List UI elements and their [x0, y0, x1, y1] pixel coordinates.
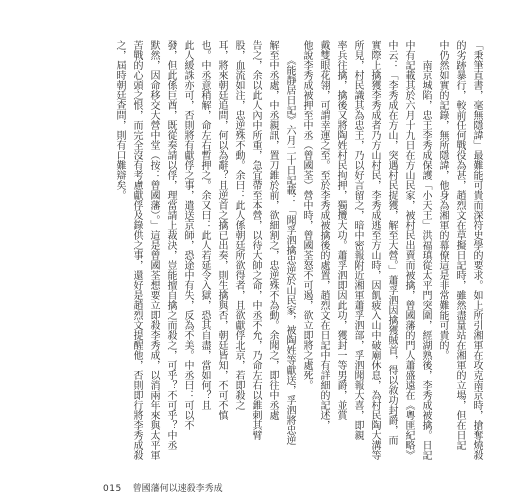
body-text — [111, 40, 485, 462]
text-column: 南京城陷，忠王李秀成保護「小天王」洪福瑱從太平門突圍，經湖熟後，李秀成被擒。日記 — [420, 40, 431, 460]
text-column: 《能靜居日記》六月二十日記載：「聞孚泗擒忠逆於山民家，被陶姓等獻送，孚泗將忠逆 — [284, 40, 295, 445]
text-column: 中云：「李秀成在方山，突遇村民捉獲，解至大營。」蕭孚泗因擒獲賊首，得以敘功封爵，而 — [386, 40, 397, 445]
text-column: 苦戰的心頭之恨，而完全沒有考慮獻俘及錄供之事，還好是趙烈文提醒他，否則即行將李秀成殺 — [131, 40, 142, 460]
text-column: 中有記載其於六月十九日在方山民家，被村民出賣而被擒，曾國藩的門人蕭盛遠在《粵匪紀略》 — [403, 40, 414, 460]
page-number: 015 — [103, 484, 122, 494]
text-column: 他說李秀成被押至中丞（曾國荃）營中時，曾國荃怒不可遏，欲立即將之處死。 — [301, 40, 312, 390]
text-column: 股，血流如注，忠逆殊不動。余曰：此人係朝廷所欲得者，且欲獻俘北京，若即殺之 — [233, 40, 244, 410]
page-footer — [103, 481, 223, 494]
text-column: 耳，將來朝廷追問，何以為辭？且逆首之擒已出奏，則生擒與否，朝廷皆知，不可不慎 — [216, 40, 227, 420]
text-column: 告之，余以此人內中所重，急宜帶至本營，以待大帥之命，中丞不允，乃命左右以錐刺其臂 — [250, 40, 261, 440]
text-column: 此人緩誅亦可，否則將有獻俘之事，遣送京師，恐途中有失，反為不美。中丞曰：可以不 — [182, 40, 193, 430]
text-column: 之，屆時朝廷查問，則有口難辯矣。 — [114, 40, 125, 200]
text-column: 率兵往擒，擒後又將陶姓村民拘押，獨攬大功。蕭孚泗即因此功，獲封一等男爵，並賞 — [335, 40, 346, 420]
text-column: 發，但此係巨酋，既從奏請以俘，理當請上裁決，豈能擅自擒之而殺之，可乎？不可乎？中丞 — [165, 40, 176, 450]
text-column: 所見，村民識其為忠王，乃以好言留之，暗中密報附近湘軍蕭孚泗部，孚泗聞報大喜，即親 — [352, 40, 363, 440]
text-column: 中仍然如實的記錄，無所隱諱，他身為湘軍的幕僚這是非常難能可貴的。 — [437, 40, 448, 360]
text-column: 解至中丞處，中丞親訊，置刀錐於前，欲細割之，忠逆殊不為動。余聞之，即往中丞處 — [267, 40, 278, 420]
text-column: 也。中丞意稍解，命左右暫押之。余又曰：此人若延令入獄，恐其自盡，當如何？且 — [199, 40, 210, 410]
text-column: 戴雙眼花翎，可謂幸運之至。至於李秀成被擒後的處置，趙烈文在日記中有詳細的記述， — [318, 40, 329, 430]
text-column: 「秉筆直書，毫無隱諱」最難能可貴而深符史學的要求。如上所引湘軍在攻克南京時，搶奪燒殺 — [471, 40, 482, 460]
text-column: 默然，因命移交大營中堂（按：曾國藩）。」這是曾國荃想要立即殺李秀成，以消兩年來與太平軍 — [148, 40, 159, 460]
text-column: 實際上擒獲李秀成者乃方山村民，李秀成逃至方山時，因飢疲入山中破廟休息，為村民陶大溝等 — [369, 40, 380, 460]
running-title: 曾國藩何以速殺李秀成 — [132, 484, 223, 494]
text-column: 的劣跡暴行，較前任何戰役為甚，趙烈文在草擬日記時，雖然盡量站在湘軍的立場，但在日記 — [454, 40, 465, 450]
